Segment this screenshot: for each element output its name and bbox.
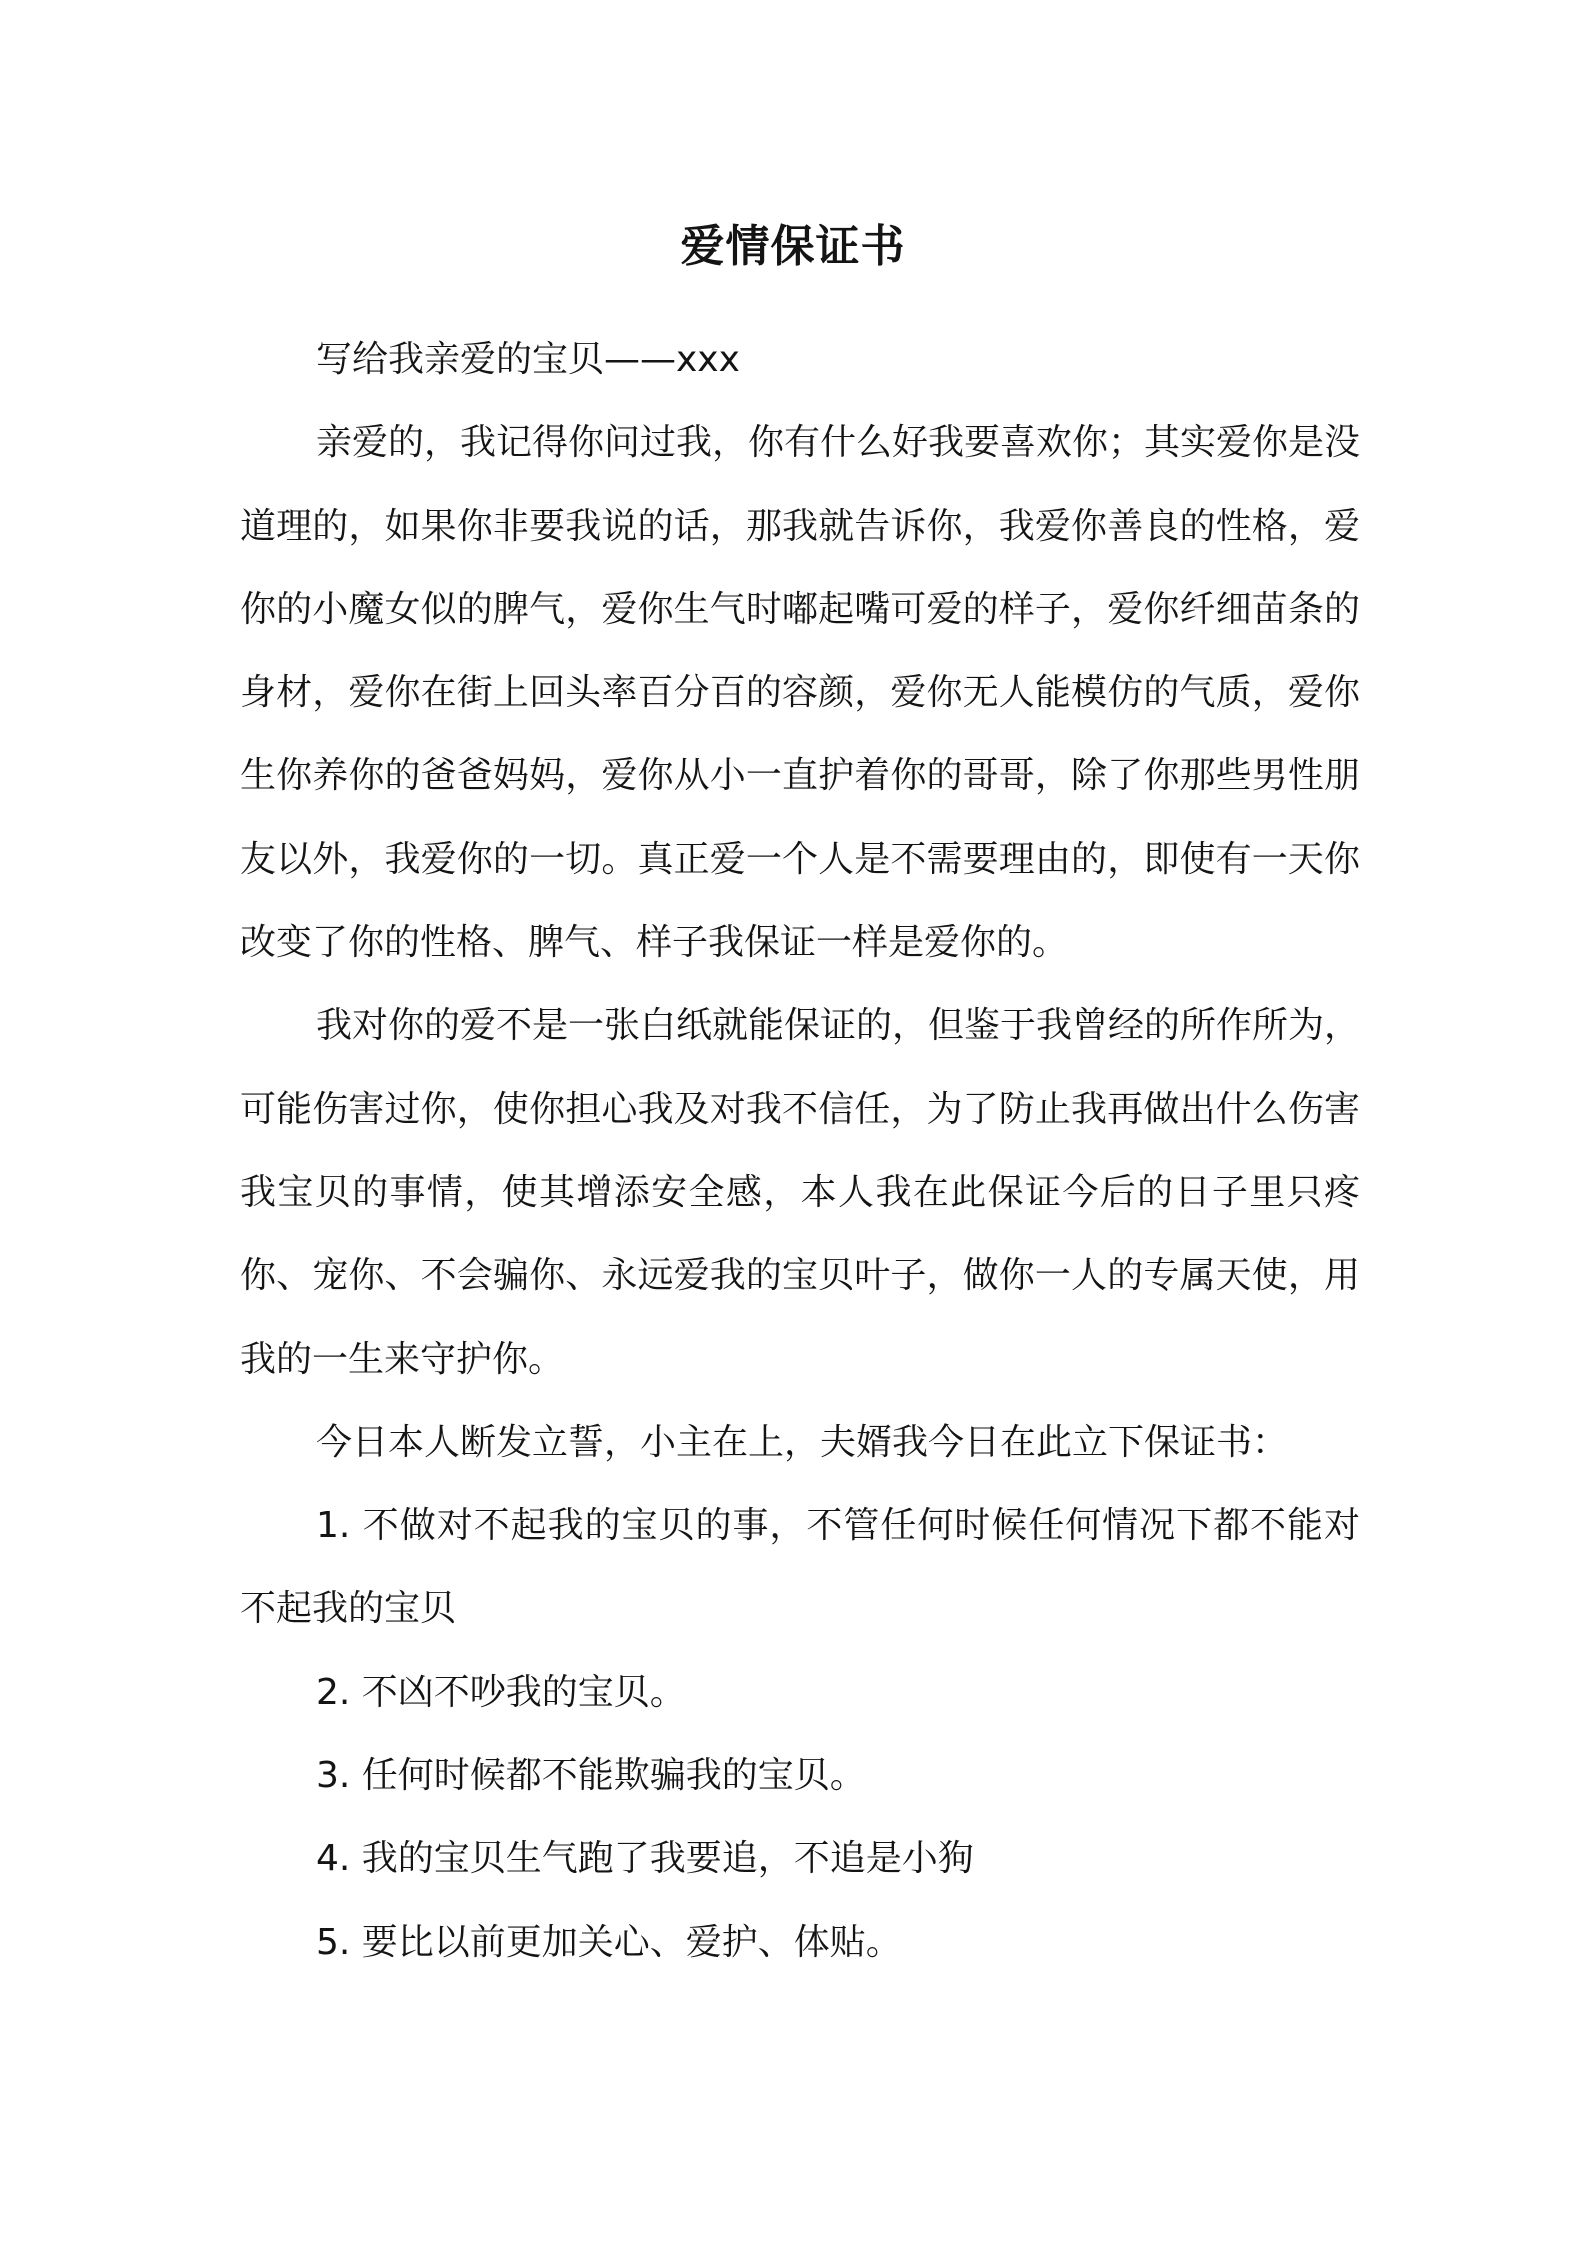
pledge-item-4: 4. 我的宝贝生气跑了我要追，不追是小狗 bbox=[316, 1838, 974, 1880]
pledge-item-2: 2. 不凶不吵我的宝贝。 bbox=[316, 1671, 686, 1713]
pledge-item-5: 5. 要比以前更加关心、爱护、体贴。 bbox=[316, 1921, 902, 1963]
paragraph-promise: 我对你的爱不是一张白纸就能保证的，但鉴于我曾经的所作所为，可能伤害过你，使你担心我及对我不信任，为了防止我再做出什么伤害我宝贝的事情，使其增添安全感，本人我在此保证今后的日子里只疼你、宠你、不会骗你、永远爱我的宝贝叶子，做你一人的专属天使，用我的一生来守护你。 bbox=[240, 1005, 1361, 1380]
paragraph-oath: 今日本人断发立誓，小主在上，夫婿我今日在此立下保证书： bbox=[316, 1421, 1289, 1463]
pledge-item-3: 3. 任何时候都不能欺骗我的宝贝。 bbox=[316, 1755, 866, 1797]
document-title: 爱情保证书 bbox=[680, 221, 906, 272]
document-body bbox=[240, 318, 1360, 1984]
paragraph-reasons: 亲爱的，我记得你问过我，你有什么好我要喜欢你；其实爱你是没道理的，如果你非要我说的话，那我就告诉你，我爱你善良的性格，爱你的小魔女似的脾气，爱你生气时嘟起嘴可爱的样子，爱你纤细苗条的身材，爱你在街上回头率百分百的容颜，爱你无人能模仿的气质，爱你生你养你的爸爸妈妈，爱你从小一直护着你的哥哥，除了你那些男性朋友以外，我爱你的一切。真正爱一个人是不需要理由的，即使有一天你改变了你的性格、脾气、样子我保证一样是爱你的。 bbox=[240, 422, 1361, 964]
salutation: 写给我亲爱的宝贝——xxx bbox=[316, 339, 740, 380]
pledge-item-1: 1. 不做对不起我的宝贝的事，不管任何时候任何情况下都不能对不起我的宝贝 bbox=[240, 1505, 1360, 1630]
